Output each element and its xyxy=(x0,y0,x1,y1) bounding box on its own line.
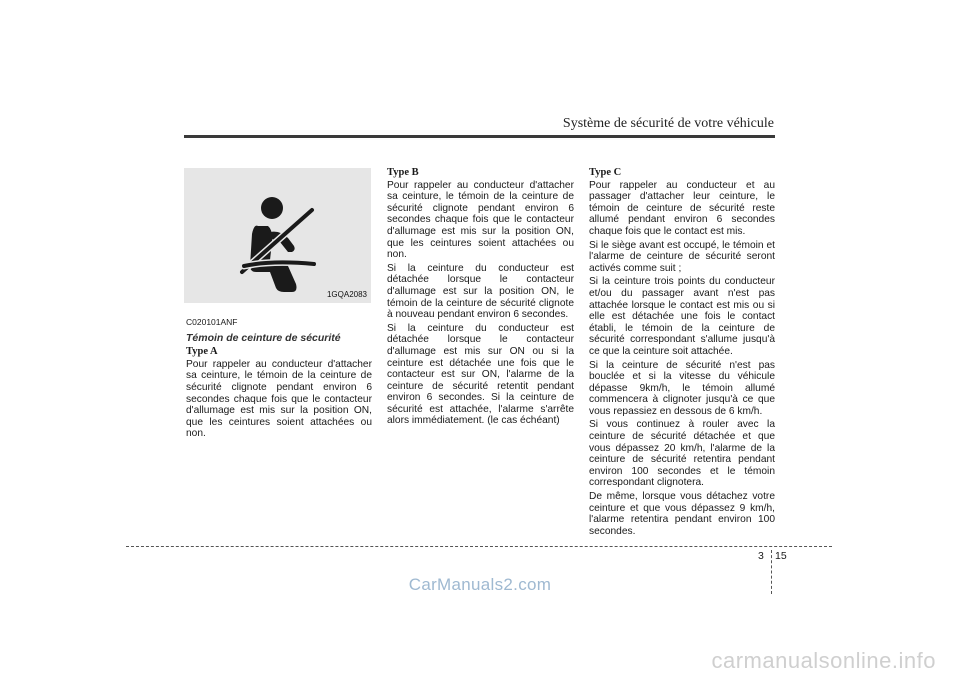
type-c-paragraph: De même, lorsque vous détachez votre ceinture et que vous dépassez 9 km/h, l'alarme retentira pendant environ 100 secondes. xyxy=(589,491,775,537)
footer-rule xyxy=(126,546,832,547)
type-a-heading: Type A xyxy=(186,346,218,358)
type-c-heading: Type C xyxy=(589,167,622,178)
type-b-paragraph: Si la ceinture du conducteur est détachée lorsque le contacteur d'allumage est mis sur ON ou si la ceinture est détachée une fois que le contacteur est sur ON, l'alarme de la ceinture de sécurité retentit pendant environ 6 secondes. Si la ceinture de sécurité est attachée, l'alarme s'arrête alors immédiatement. (le cas échéant) xyxy=(387,322,574,427)
column-3 xyxy=(589,167,775,539)
seatbelt-warning-icon xyxy=(184,168,371,303)
column-1 xyxy=(186,317,372,442)
type-b-paragraph: Si la ceinture du conducteur est détachée lorsque le contacteur d'allumage est sur la position ON, le témoin de la ceinture de sécurité clignote à nouveau pendant environ 6 secondes. xyxy=(387,262,574,321)
type-c-paragraph: Si le siège avant est occupé, le témoin et l'alarme de ceinture de sécurité seront activés comme suit ; xyxy=(589,239,775,274)
type-b-paragraph: Pour rappeler au conducteur d'attacher sa ceinture, le témoin de la ceinture de sécurité clignote pendant environ 6 secondes chaque fois que le contacteur d'allumage est mis sur la position ON, que les ceintures soient attachées ou non. xyxy=(387,179,574,261)
type-c-paragraph: Si vous continuez à rouler avec la ceinture de sécurité détachée et que vous dépassez 20 km/h, l'alarme de la ceinture de sécurité retentira pendant environ 100 secondes et le témoin correspondant clignotera. xyxy=(589,419,775,489)
type-b-heading: Type B xyxy=(387,167,419,178)
page-chapter: 3 xyxy=(758,550,764,562)
figure-code: 1GQA2083 xyxy=(326,290,367,299)
column-2 xyxy=(387,167,574,429)
page-number: 15 xyxy=(775,550,787,562)
figure-seatbelt xyxy=(184,168,371,303)
header-rule xyxy=(184,135,775,138)
section-code: C020101ANF xyxy=(186,317,238,327)
type-c-paragraph: Pour rappeler au conducteur et au passager d'attacher leur ceinture, le témoin de ceinture de sécurité reste allumé pendant environ 6 secondes chaque fois que le contact est mis. xyxy=(589,179,775,237)
type-c-paragraph: Si la ceinture trois points du conducteur et/ou du passager avant n'est pas attachée lorsque le contact est mis ou si elle est détachée une fois le contact établi, le témoin de la ceinture de sécurité correspondant s'allume jusqu'à ce que la ceinture soit attachée. xyxy=(589,276,775,357)
watermark-carmanuals2[interactable]: CarManuals2.com xyxy=(408,575,552,594)
watermark-carmanualsonline[interactable]: carmanualsonline.info xyxy=(711,648,936,673)
section-title: Témoin de ceinture de sécurité xyxy=(186,331,341,344)
type-c-paragraph: Si la ceinture de sécurité n'est pas bouclée et si la vitesse du véhicule dépasse 9km/h, le témoin allumé commencera à clignoter jusqu'à ce que vous repassiez en dessous de 6 km/h. xyxy=(589,359,775,417)
page-header-title: Système de sécurité de votre véhicule xyxy=(562,116,774,131)
type-a-text: Pour rappeler au conducteur d'attacher sa ceinture, le témoin de la ceinture de sécurité clignote pendant environ 6 secondes chaque fois que le contacteur d'allumage est mis sur la position ON, que les ceintures soient attachées ou non. xyxy=(186,358,372,440)
